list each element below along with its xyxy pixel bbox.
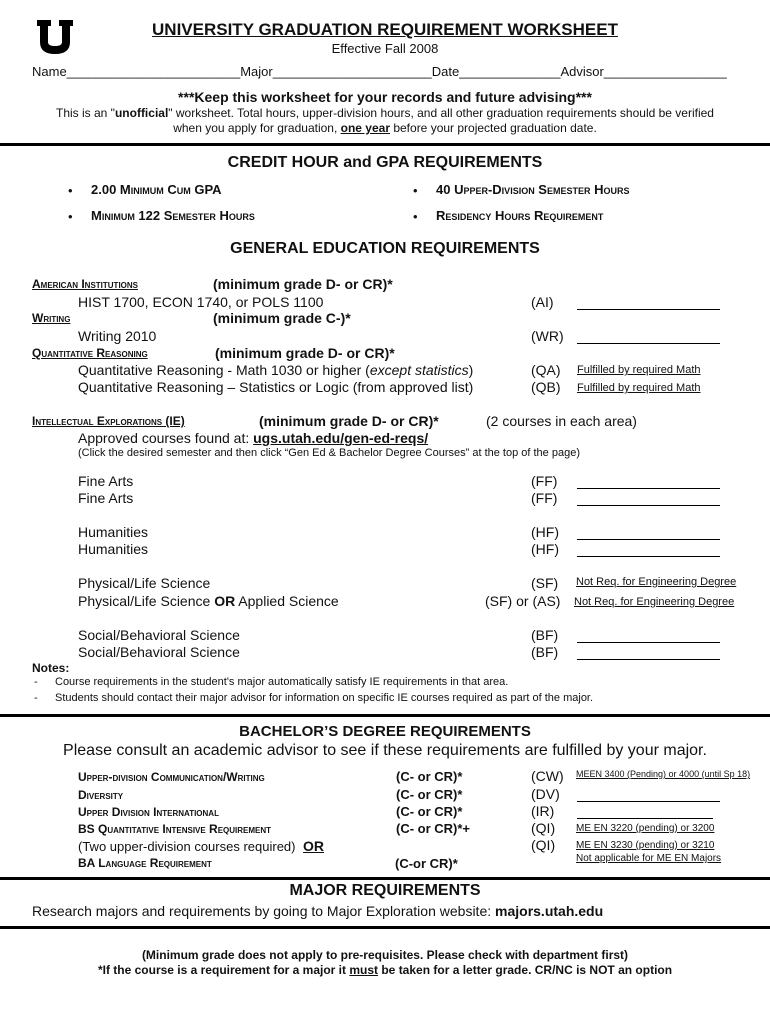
sf1-label: Physical/Life Science: [78, 575, 211, 591]
footer-line-2: *If the course is a requirement for a major it must be taken for a letter grade. CR/NC is NOT an option: [97, 963, 673, 977]
section-divider: [0, 926, 770, 929]
fields-line: Name________________________Major______________________Date______________Advisor_________________: [32, 64, 727, 79]
ff2-blank[interactable]: [577, 505, 720, 506]
ie-count: (2 courses in each area): [486, 413, 637, 429]
ir-grade: (C- or CR)*: [396, 804, 463, 819]
bf2-label: Social/Behavioral Science: [78, 644, 240, 660]
note-1: Course requirements in the student's major automatically satisfy IE requirements in that area.: [55, 676, 509, 688]
credit-residency: Residency Hours Requirement: [436, 208, 604, 223]
ai-grade: (minimum grade D- or CR)*: [213, 276, 393, 292]
ai-blank[interactable]: [577, 309, 720, 310]
qi-code: (QI): [531, 820, 556, 836]
ff1-blank[interactable]: [577, 488, 720, 489]
cw-label: Upper-division Communication/Writing: [78, 770, 265, 784]
cw-code: (CW): [531, 768, 564, 784]
worksheet-title: UNIVERSITY GRADUATION REQUIREMENT WORKSHEET: [152, 20, 618, 39]
ai-course: HIST 1700, ECON 1740, or POLS 1100: [78, 294, 324, 310]
note-2: Students should contact their major advisor for information on specific IE courses required as part of the major.: [55, 692, 594, 704]
dv-blank[interactable]: [577, 801, 720, 802]
sf2-code: (SF) or (AS): [485, 593, 561, 609]
cw-grade: (C- or CR)*: [396, 769, 463, 784]
ie-grade: (minimum grade D- or CR)*: [259, 413, 439, 429]
gened-section-title: GENERAL EDUCATION REQUIREMENTS: [230, 240, 540, 257]
wr-label: Writing: [32, 311, 71, 325]
major-section-title: MAJOR REQUIREMENTS: [289, 882, 481, 899]
dv-code: (DV): [531, 786, 560, 802]
qb-course: Quantitative Reasoning – Statistics or Logic (from approved list): [78, 379, 474, 395]
qa-note: Fulfilled by required Math: [577, 364, 701, 376]
note-dash: -: [34, 676, 38, 688]
ba-grade: (C-or CR)*: [395, 856, 458, 871]
qr-label: Quantitative Reasoning: [32, 346, 148, 360]
ir-blank[interactable]: [577, 818, 713, 819]
ff2-label: Fine Arts: [78, 490, 134, 506]
bf1-code: (BF): [531, 627, 559, 643]
qa-code: (QA): [531, 362, 561, 378]
bf1-blank[interactable]: [577, 642, 720, 643]
credit-section-title: CREDIT HOUR and GPA REQUIREMENTS: [227, 154, 543, 171]
sf1-note: Not Req. for Engineering Degree: [576, 576, 737, 588]
wr-code: (WR): [531, 328, 564, 344]
sf2-note: Not Req. for Engineering Degree: [574, 596, 735, 608]
qi-grade: (C- or CR)*+: [396, 821, 471, 836]
ai-label: American Institutions: [32, 277, 138, 291]
bf2-code: (BF): [531, 644, 559, 660]
effective-date: Effective Fall 2008: [331, 41, 439, 56]
qi-note-2: ME EN 3230 (pending) or 3210: [576, 840, 715, 851]
or-word: OR: [303, 838, 324, 854]
bf2-blank[interactable]: [577, 659, 720, 660]
section-divider: [0, 877, 770, 880]
qi-note-1: ME EN 3220 (pending) or 3200: [576, 823, 715, 834]
ir-label: Upper Division International: [78, 805, 219, 819]
hf1-label: Humanities: [78, 524, 149, 540]
hf2-blank[interactable]: [577, 556, 720, 557]
bullet-icon: •: [413, 209, 418, 224]
ir-code: (IR): [531, 803, 555, 819]
hf2-code: (HF): [531, 541, 559, 557]
dv-grade: (C- or CR)*: [396, 787, 463, 802]
ie-label: Intellectual Explorations (IE): [32, 414, 185, 428]
dv-label: Diversity: [78, 788, 124, 802]
ff1-code: (FF): [531, 473, 558, 489]
note-dash: -: [34, 692, 38, 704]
ba-note: Not applicable for ME EN Majors: [576, 853, 722, 864]
ie-click-note: (Click the desired semester and then click “Gen Ed & Bachelor Degree Courses” at the top of the page): [78, 447, 580, 459]
cw-note: MEEN 3400 (Pending) or 4000 (until Sp 18): [576, 769, 751, 779]
majors-link[interactable]: majors.utah.edu: [495, 903, 604, 919]
ai-code: (AI): [531, 294, 554, 310]
credit-minimum-hours: Minimum 122 Semester Hours: [91, 208, 255, 223]
hf1-code: (HF): [531, 524, 559, 540]
qi-label: BS Quantitative Intensive Requirement: [78, 822, 272, 836]
bullet-icon: •: [413, 183, 418, 198]
section-divider: [0, 143, 770, 146]
consult-advisor: Please consult an academic advisor to see if these requirements are fulfilled by your major.: [63, 742, 707, 759]
gen-ed-link[interactable]: ugs.utah.edu/gen-ed-reqs/: [253, 430, 429, 446]
qb-code: (QB): [531, 379, 561, 395]
sf1-code: (SF): [531, 575, 559, 591]
keep-notice: ***Keep this worksheet for your records and future advising***: [178, 89, 592, 105]
sf2-label: Physical/Life Science OR Applied Science: [78, 593, 339, 609]
credit-gpa: 2.00 Minimum Cum GPA: [91, 182, 222, 197]
credit-upper-division: 40 Upper-Division Semester Hours: [436, 182, 630, 197]
hf2-label: Humanities: [78, 541, 149, 557]
two-courses: (Two upper-division courses required): [78, 839, 296, 854]
qr-grade: (minimum grade D- or CR)*: [215, 345, 395, 361]
bachelor-section-title: BACHELOR’S DEGREE REQUIREMENTS: [239, 723, 531, 740]
hf1-blank[interactable]: [577, 539, 720, 540]
bf1-label: Social/Behavioral Science: [78, 627, 240, 643]
ba-label: BA Language Requirement: [78, 856, 212, 870]
footer-line-1: (Minimum grade does not apply to pre-requisites. Please check with department first): [141, 948, 629, 962]
verify-notice: when you apply for graduation, one year before your projected graduation date.: [173, 121, 597, 135]
ff1-label: Fine Arts: [78, 473, 134, 489]
section-divider: [0, 714, 770, 717]
ff2-code: (FF): [531, 490, 558, 506]
qa-course: Quantitative Reasoning - Math 1030 or higher (except statistics): [78, 362, 474, 378]
ie-approved: Approved courses found at: ugs.utah.edu/gen-ed-reqs/: [78, 430, 429, 446]
unofficial-notice: This is an "unofficial" worksheet. Total hours, upper-division hours, and all other graduation requirements should be verified: [56, 106, 714, 120]
bullet-icon: •: [68, 209, 73, 224]
notes-label: Notes:: [32, 661, 70, 675]
major-research: Research majors and requirements by going to Major Exploration website: majors.utah.edu: [32, 903, 604, 919]
wr-grade: (minimum grade C-)*: [213, 310, 351, 326]
wr-course: Writing 2010: [78, 328, 157, 344]
qb-note: Fulfilled by required Math: [577, 382, 701, 394]
wr-blank[interactable]: [577, 343, 720, 344]
qi-code-2: (QI): [531, 837, 556, 853]
bullet-icon: •: [68, 183, 73, 198]
